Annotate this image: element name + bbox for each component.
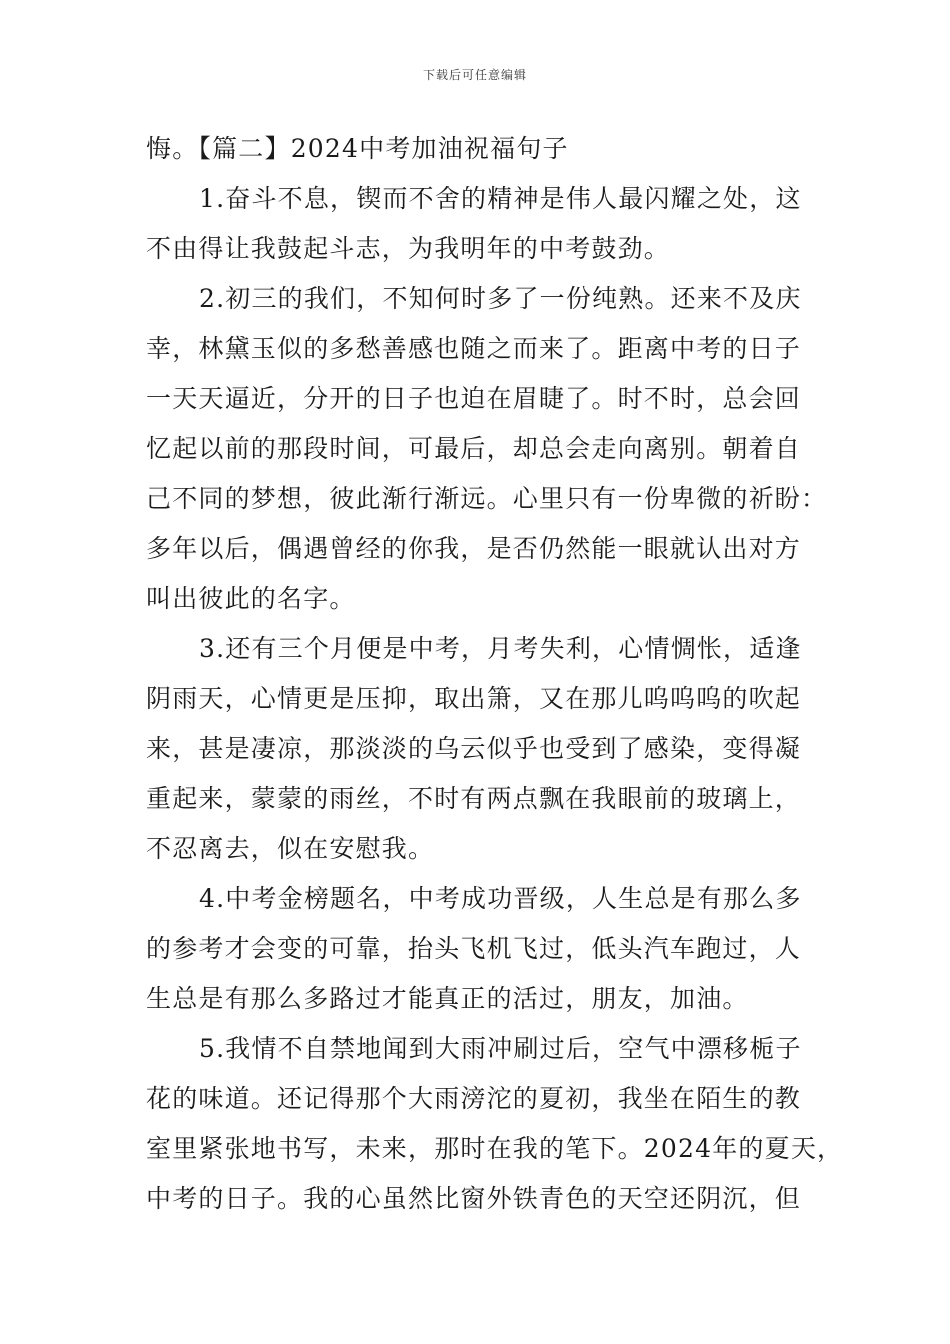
text-line: 悔。【篇二】2024中考加油祝福句子: [146, 134, 569, 163]
text-line: 幸，林黛玉似的多愁善感也随之而来了。距离中考的日子: [146, 334, 802, 363]
text-line: 5.我情不自禁地闻到大雨冲刷过后，空气中漂移栀子: [199, 1034, 802, 1063]
text-line: 一天天逼近，分开的日子也迫在眉睫了。时不时，总会回: [146, 384, 802, 413]
text-line: 室里紧张地书写，未来，那时在我的笔下。2024年的夏天，: [146, 1134, 844, 1163]
text-line: 1.奋斗不息，锲而不舍的精神是伟人最闪耀之处，这: [199, 184, 802, 213]
text-line: 2.初三的我们，不知何时多了一份纯熟。还来不及庆: [199, 284, 802, 313]
text-line: 4.中考金榜题名，中考成功晋级，人生总是有那么多: [199, 884, 802, 913]
text-line: 重起来，蒙蒙的雨丝，不时有两点飘在我眼前的玻璃上，: [146, 784, 802, 813]
text-line: 己不同的梦想，彼此渐行渐远。心里只有一份卑微的祈盼：: [146, 484, 828, 513]
text-line: 生总是有那么多路过才能真正的活过，朋友，加油。: [146, 984, 749, 1013]
text-line: 3.还有三个月便是中考，月考失利，心情惆怅，适逢: [199, 634, 802, 663]
text-line: 花的味道。还记得那个大雨滂沱的夏初，我坐在陌生的教: [146, 1084, 802, 1113]
text-line: 不忍离去，似在安慰我。: [146, 834, 435, 863]
text-line: 中考的日子。我的心虽然比窗外铁青色的天空还阴沉，但: [146, 1184, 802, 1213]
text-line: 多年以后，偶遇曾经的你我，是否仍然能一眼就认出对方: [146, 534, 802, 563]
text-line: 阴雨天，心情更是压抑，取出箫，又在那儿呜呜呜的吹起: [146, 684, 802, 713]
text-line: 叫出彼此的名字。: [146, 584, 356, 613]
document-body: [146, 124, 844, 1224]
text-line: 忆起以前的那段时间，可最后，却总会走向离别。朝着自: [146, 434, 802, 463]
page-header-note: 下载后可任意编辑: [422, 68, 527, 82]
text-line: 的参考才会变的可靠，抬头飞机飞过，低头汽车跑过，人: [146, 934, 802, 963]
text-line: 来，甚是凄凉，那淡淡的乌云似乎也受到了感染，变得凝: [146, 734, 802, 763]
text-line: 不由得让我鼓起斗志，为我明年的中考鼓劲。: [146, 234, 671, 263]
